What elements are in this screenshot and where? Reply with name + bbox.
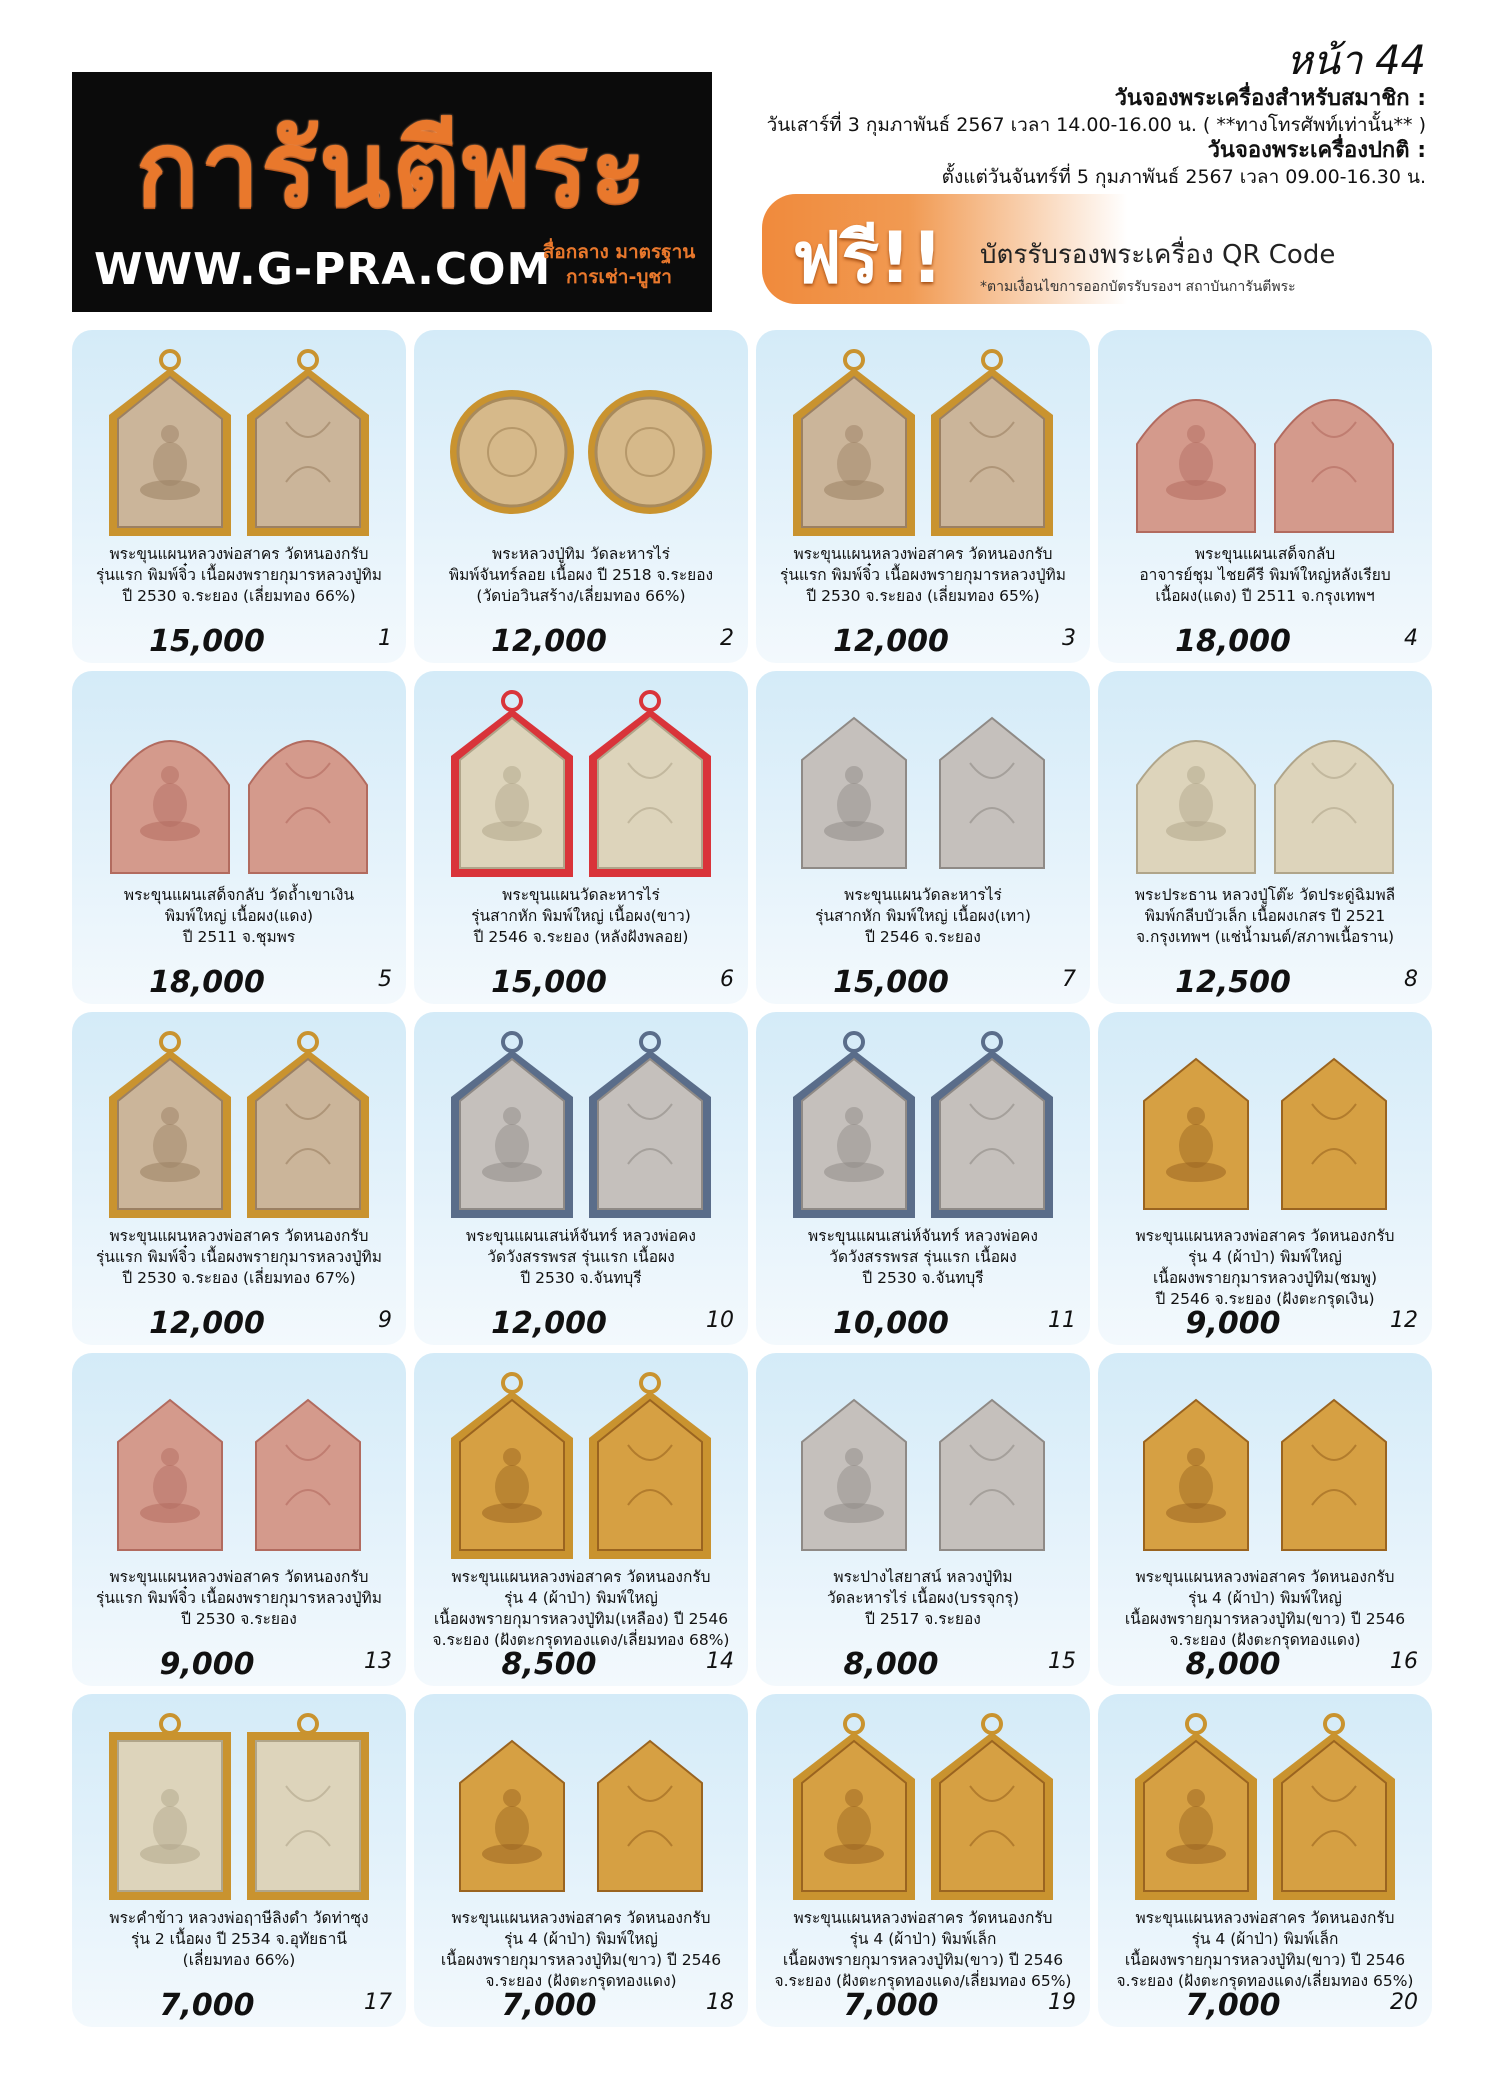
amulet-description xyxy=(420,1226,742,1289)
amulet-card xyxy=(72,1012,406,1345)
booking-normal-title: วันจองพระเครื่องปกติ : xyxy=(1207,138,1426,163)
description-line: ปี 2517 จ.ระยอง xyxy=(865,1610,981,1628)
amulet-card xyxy=(72,671,406,1004)
description-line: พระขุนแผนหลวงพ่อสาคร วัดหนองกรับ xyxy=(1135,1568,1395,1586)
description-line: จ.ระยอง (ฝังตะกรุดทองแดง) xyxy=(485,1972,677,1990)
booking-info xyxy=(767,86,1426,190)
logo-url: WWW.G-PRA.COM xyxy=(94,244,552,295)
description-line: ปี 2530 จ.ระยอง (เลี่ยมทอง 67%) xyxy=(122,1269,356,1287)
amulet-card xyxy=(1098,330,1432,663)
description-line: อาจารย์ชุม ไชยคีรี พิมพ์ใหญ่หลังเรียบ xyxy=(1139,566,1391,584)
amulet-description xyxy=(1104,1567,1426,1651)
amulet-description xyxy=(78,885,400,948)
amulet-back xyxy=(931,1715,1053,1900)
description-line: พระขุนแผนหลวงพ่อสาคร วัดหนองกรับ xyxy=(1135,1227,1395,1245)
amulet-price: 7,000 xyxy=(159,1988,255,2023)
amulet-back xyxy=(1282,1059,1386,1209)
amulet-back xyxy=(589,1374,711,1559)
description-line: พระขุนแผนหลวงพ่อสาคร วัดหนองกรับ xyxy=(109,1568,369,1586)
description-line: พิมพ์ใหญ่ เนื้อผง(แดง) xyxy=(164,907,314,925)
description-line: พระขุนแผนหลวงพ่อสาคร วัดหนองกรับ xyxy=(1135,1909,1395,1927)
amulet-back xyxy=(247,1033,369,1218)
amulet-photo xyxy=(1098,1708,1432,1904)
amulet-photo xyxy=(1098,685,1432,881)
item-number: 20 xyxy=(1390,1990,1418,2015)
amulet-card xyxy=(72,330,406,663)
amulet-price: 12,000 xyxy=(491,624,607,659)
description-line: เนื้อผงพรายกุมารหลวงปู่ทิม(ขาว) ปี 2546 xyxy=(440,1951,722,1969)
amulet-price: 8,000 xyxy=(1185,1647,1281,1682)
amulet-back xyxy=(589,1033,711,1218)
amulet-front xyxy=(793,351,915,536)
amulet-description xyxy=(78,1226,400,1289)
amulet-back xyxy=(1282,1400,1386,1550)
amulet-card xyxy=(756,671,1090,1004)
booking-member-title: วันจองพระเครื่องสำหรับสมาชิก : xyxy=(1114,86,1426,111)
amulet-front xyxy=(111,741,229,873)
amulet-price: 8,000 xyxy=(843,1647,939,1682)
amulet-description xyxy=(1104,544,1426,607)
item-number: 17 xyxy=(364,1990,392,2015)
amulet-price: 7,000 xyxy=(843,1988,939,2023)
amulet-front xyxy=(802,718,906,868)
item-number: 10 xyxy=(706,1308,734,1333)
amulet-description xyxy=(762,1908,1084,1992)
item-number: 4 xyxy=(1404,626,1418,651)
amulet-description xyxy=(420,1567,742,1651)
item-number: 14 xyxy=(706,1649,734,1674)
amulet-back xyxy=(589,692,711,877)
amulet-card xyxy=(1098,1353,1432,1686)
amulet-front xyxy=(109,351,231,536)
description-line: (เลี่ยมทอง 66%) xyxy=(182,1951,296,1969)
description-line: เนื้อผงพรายกุมารหลวงปู่ทิม(เหลือง) ปี 2546 xyxy=(433,1610,729,1628)
amulet-description xyxy=(420,544,742,607)
amulet-description xyxy=(1104,1226,1426,1310)
amulet-card xyxy=(1098,1012,1432,1345)
amulet-description xyxy=(420,885,742,948)
description-line: พระขุนแผนเสด็จกลับ วัดถ้ำเขาเงิน xyxy=(123,886,355,904)
description-line: จ.ระยอง (ฝังตะกรุดทองแดง/เลี่ยมทอง 65%) xyxy=(1116,1972,1414,1990)
amulet-photo xyxy=(414,1367,748,1563)
amulet-photo xyxy=(1098,1367,1432,1563)
amulet-card xyxy=(72,1353,406,1686)
promo-note: *ตามเงื่อนไขการออกบัตรรับรองฯ สถาบันการันตีพระ xyxy=(980,279,1296,295)
amulet-description xyxy=(762,885,1084,948)
amulet-price: 18,000 xyxy=(1175,624,1291,659)
amulet-description xyxy=(1104,1908,1426,1992)
amulet-price: 15,000 xyxy=(149,624,265,659)
description-line: พระขุนแผนวัดละหารไร่ xyxy=(502,886,660,904)
description-line: รุ่นแรก พิมพ์จิ๋ว เนื้อผงพรายกุมารหลวงปู่ทิม xyxy=(96,1589,382,1607)
amulet-price: 7,000 xyxy=(1185,1988,1281,2023)
amulet-card xyxy=(756,1012,1090,1345)
amulet-front xyxy=(460,1741,564,1891)
amulet-photo xyxy=(756,1026,1090,1222)
amulet-front xyxy=(1137,741,1255,873)
booking-normal-detail: ตั้งแต่วันจันทร์ที่ 5 กุมภาพันธ์ 2567 เวลา 09.00-16.30 น. xyxy=(941,166,1426,188)
amulet-card xyxy=(1098,671,1432,1004)
description-line: เนื้อผง(แดง) ปี 2511 จ.กรุงเทพฯ xyxy=(1155,587,1375,605)
amulet-photo xyxy=(72,685,406,881)
amulet-card xyxy=(72,1694,406,2027)
amulet-back xyxy=(256,1400,360,1550)
description-line: จ.ระยอง (ฝังตะกรุดทองแดง/เลี่ยมทอง 65%) xyxy=(774,1972,1072,1990)
amulet-back xyxy=(598,1741,702,1891)
description-line: ปี 2511 จ.ชุมพร xyxy=(182,928,296,946)
item-number: 9 xyxy=(378,1308,392,1333)
amulet-back xyxy=(249,741,367,873)
amulet-front xyxy=(109,1715,231,1900)
description-line: พระคำข้าว หลวงพ่อฤาษีลิงดำ วัดท่าซุง xyxy=(109,1909,369,1927)
description-line: รุ่นแรก พิมพ์จิ๋ว เนื้อผงพรายกุมารหลวงปู่ทิม xyxy=(96,566,382,584)
amulet-card xyxy=(414,330,748,663)
amulet-photo xyxy=(756,685,1090,881)
item-number: 5 xyxy=(378,967,392,992)
amulet-photo xyxy=(414,685,748,881)
item-number: 15 xyxy=(1048,1649,1076,1674)
amulet-back xyxy=(1275,400,1393,532)
amulet-front xyxy=(450,390,574,514)
amulet-description xyxy=(420,1908,742,1992)
amulet-price: 7,000 xyxy=(501,1988,597,2023)
item-number: 19 xyxy=(1048,1990,1076,2015)
amulet-card xyxy=(756,1353,1090,1686)
description-line: วัดละหารไร่ เนื้อผง(บรรจุกรุ) xyxy=(826,1589,1020,1607)
description-line: พระหลวงปู่ทิม วัดละหารไร่ xyxy=(491,545,670,563)
promo-free-label: ฟรี!! xyxy=(792,217,944,299)
description-line: พระขุนแผนเสน่ห์จันทร์ หลวงพ่อคง xyxy=(466,1227,696,1245)
description-line: ปี 2530 จ.ระยอง (เลี่ยมทอง 65%) xyxy=(806,587,1040,605)
amulet-back xyxy=(1273,1715,1395,1900)
description-line: (วัดบ่อวินสร้าง/เลี่ยมทอง 66%) xyxy=(476,587,686,605)
logo-title: การันตีพระ xyxy=(135,108,649,230)
description-line: วัดวังสรรพรส รุ่นแรก เนื้อผง xyxy=(487,1248,675,1266)
description-line: พิมพ์กลีบบัวเล็ก เนื้อผงเกสร ปี 2521 xyxy=(1144,907,1386,925)
description-line: พระปางไสยาสน์ หลวงปู่ทิม xyxy=(833,1568,1013,1586)
amulet-card xyxy=(1098,1694,1432,2027)
amulet-card xyxy=(414,1694,748,2027)
description-line: เนื้อผงพรายกุมารหลวงปู่ทิม(ขาว) ปี 2546 xyxy=(1124,1610,1406,1628)
amulet-photo xyxy=(756,1367,1090,1563)
amulet-front xyxy=(802,1400,906,1550)
description-line: รุ่น 4 (ผ้าป่า) พิมพ์ใหญ่ xyxy=(1188,1248,1342,1266)
amulet-front xyxy=(109,1033,231,1218)
description-line: พระขุนแผนหลวงพ่อสาคร วัดหนองกรับ xyxy=(451,1909,711,1927)
amulet-description xyxy=(762,544,1084,607)
promo-banner xyxy=(762,194,1426,304)
booking-member-detail: วันเสาร์ที่ 3 กุมภาพันธ์ 2567 เวลา 14.00-16.00 น. ( **ทางโทรศัพท์เท่านั้น** ) xyxy=(766,114,1426,136)
description-line: พระขุนแผนวัดละหารไร่ xyxy=(844,886,1002,904)
amulet-back xyxy=(931,1033,1053,1218)
description-line: จ.กรุงเทพฯ (แช่น้ำมนต์/สภาพเนื้อราน) xyxy=(1135,928,1395,946)
amulet-photo xyxy=(1098,344,1432,540)
amulet-back xyxy=(247,1715,369,1900)
description-line: รุ่นสากหัก พิมพ์ใหญ่ เนื้อผง(เทา) xyxy=(815,907,1031,925)
description-line: จ.ระยอง (ฝังตะกรุดทองแดง/เลี่ยมทอง 68%) xyxy=(432,1631,730,1649)
description-line: ปี 2530 จ.จันทบุรี xyxy=(862,1269,984,1287)
amulet-front xyxy=(793,1033,915,1218)
amulet-front xyxy=(451,1033,573,1218)
amulet-price: 8,500 xyxy=(501,1647,597,1682)
amulet-price: 18,000 xyxy=(149,965,265,1000)
amulet-description xyxy=(762,1567,1084,1630)
amulet-price: 9,000 xyxy=(1185,1306,1281,1341)
amulet-photo xyxy=(756,344,1090,540)
logo-tagline-line-1: สื่อกลาง มาตรฐาน xyxy=(542,241,696,263)
amulet-front xyxy=(1144,1400,1248,1550)
description-line: รุ่น 4 (ผ้าป่า) พิมพ์ใหญ่ xyxy=(504,1930,658,1948)
description-line: พระขุนแผนเสน่ห์จันทร์ หลวงพ่อคง xyxy=(808,1227,1038,1245)
description-line: รุ่น 2 เนื้อผง ปี 2534 จ.อุทัยธานี xyxy=(131,1930,347,1948)
description-line: พระประธาน หลวงปู่โต๊ะ วัดประดู่ฉิมพลี xyxy=(1134,886,1396,904)
description-line: เนื้อผงพรายกุมารหลวงปู่ทิม(ชมพู) xyxy=(1152,1269,1378,1287)
description-line: พระขุนแผนเสด็จกลับ xyxy=(1194,545,1336,563)
amulet-front xyxy=(451,1374,573,1559)
amulet-description xyxy=(78,544,400,607)
amulet-photo xyxy=(414,344,748,540)
item-number: 8 xyxy=(1404,967,1418,992)
amulet-price: 15,000 xyxy=(491,965,607,1000)
description-line: พระขุนแผนหลวงพ่อสาคร วัดหนองกรับ xyxy=(793,1909,1053,1927)
page-number: หน้า 44 xyxy=(1286,38,1426,84)
item-number: 16 xyxy=(1390,1649,1418,1674)
item-number: 7 xyxy=(1062,967,1076,992)
promo-text: บัตรรับรองพระเครื่อง QR Code xyxy=(980,240,1336,270)
amulet-front xyxy=(1135,1715,1257,1900)
amulet-description xyxy=(762,1226,1084,1289)
amulet-back xyxy=(588,390,712,514)
item-number: 12 xyxy=(1390,1308,1418,1333)
description-line: ปี 2530 จ.จันทบุรี xyxy=(520,1269,642,1287)
amulet-price: 12,000 xyxy=(149,1306,265,1341)
amulet-description xyxy=(78,1908,400,1971)
amulet-card xyxy=(756,330,1090,663)
amulet-card xyxy=(414,1353,748,1686)
description-line: ปี 2546 จ.ระยอง (ฝังตะกรุดเงิน) xyxy=(1155,1290,1375,1308)
amulet-back xyxy=(931,351,1053,536)
logo-tagline xyxy=(534,240,704,290)
item-number: 1 xyxy=(378,626,392,651)
amulet-back xyxy=(940,718,1044,868)
description-line: ปี 2546 จ.ระยอง (หลังฝังพลอย) xyxy=(473,928,689,946)
amulet-card xyxy=(414,671,748,1004)
description-line: รุ่นแรก พิมพ์จิ๋ว เนื้อผงพรายกุมารหลวงปู่ทิม xyxy=(780,566,1066,584)
description-line: พระขุนแผนหลวงพ่อสาคร วัดหนองกรับ xyxy=(109,545,369,563)
description-line: รุ่น 4 (ผ้าป่า) พิมพ์ใหญ่ xyxy=(504,1589,658,1607)
amulet-photo xyxy=(1098,1026,1432,1222)
description-line: รุ่น 4 (ผ้าป่า) พิมพ์เล็ก xyxy=(1191,1930,1339,1948)
item-number: 3 xyxy=(1062,626,1076,651)
amulet-price: 12,000 xyxy=(833,624,949,659)
description-line: พิมพ์จันทร์ลอย เนื้อผง ปี 2518 จ.ระยอง xyxy=(448,566,714,584)
item-number: 6 xyxy=(720,967,734,992)
amulet-front xyxy=(118,1400,222,1550)
amulet-front xyxy=(1137,400,1255,532)
amulet-back xyxy=(247,351,369,536)
amulet-photo xyxy=(72,1367,406,1563)
amulet-price: 12,000 xyxy=(491,1306,607,1341)
amulet-card xyxy=(756,1694,1090,2027)
description-line: รุ่นสากหัก พิมพ์ใหญ่ เนื้อผง(ขาว) xyxy=(471,907,691,925)
item-number: 13 xyxy=(364,1649,392,1674)
amulet-photo xyxy=(414,1026,748,1222)
description-line: ปี 2546 จ.ระยอง xyxy=(865,928,981,946)
amulet-card xyxy=(414,1012,748,1345)
amulet-description xyxy=(1104,885,1426,948)
item-number: 18 xyxy=(706,1990,734,2015)
amulet-price: 15,000 xyxy=(833,965,949,1000)
amulet-photo xyxy=(414,1708,748,1904)
amulet-front xyxy=(451,692,573,877)
description-line: พระขุนแผนหลวงพ่อสาคร วัดหนองกรับ xyxy=(793,545,1053,563)
description-line: รุ่น 4 (ผ้าป่า) พิมพ์เล็ก xyxy=(849,1930,997,1948)
description-line: ปี 2530 จ.ระยอง xyxy=(181,1610,297,1628)
brand-logo xyxy=(72,72,712,312)
logo-tagline-line-2: การเช่า-บูชา xyxy=(566,266,672,288)
amulet-description xyxy=(78,1567,400,1630)
description-line: รุ่นแรก พิมพ์จิ๋ว เนื้อผงพรายกุมารหลวงปู่ทิม xyxy=(96,1248,382,1266)
description-line: พระขุนแผนหลวงพ่อสาคร วัดหนองกรับ xyxy=(109,1227,369,1245)
description-line: ปี 2530 จ.ระยอง (เลี่ยมทอง 66%) xyxy=(122,587,356,605)
description-line: จ.ระยอง (ฝังตะกรุดทองแดง) xyxy=(1169,1631,1361,1649)
description-line: รุ่น 4 (ผ้าป่า) พิมพ์ใหญ่ xyxy=(1188,1589,1342,1607)
amulet-back xyxy=(1275,741,1393,873)
amulet-photo xyxy=(72,344,406,540)
amulet-front xyxy=(1144,1059,1248,1209)
amulet-photo xyxy=(72,1026,406,1222)
description-line: พระขุนแผนหลวงพ่อสาคร วัดหนองกรับ xyxy=(451,1568,711,1586)
amulet-price: 10,000 xyxy=(833,1306,949,1341)
amulet-back xyxy=(940,1400,1044,1550)
item-number: 11 xyxy=(1048,1308,1076,1333)
item-number: 2 xyxy=(720,626,734,651)
amulet-price: 9,000 xyxy=(159,1647,255,1682)
amulet-photo xyxy=(72,1708,406,1904)
description-line: วัดวังสรรพรส รุ่นแรก เนื้อผง xyxy=(829,1248,1017,1266)
amulet-photo xyxy=(756,1708,1090,1904)
description-line: เนื้อผงพรายกุมารหลวงปู่ทิม(ขาว) ปี 2546 xyxy=(1124,1951,1406,1969)
description-line: เนื้อผงพรายกุมารหลวงปู่ทิม(ขาว) ปี 2546 xyxy=(782,1951,1064,1969)
amulet-front xyxy=(793,1715,915,1900)
amulet-price: 12,500 xyxy=(1175,965,1291,1000)
